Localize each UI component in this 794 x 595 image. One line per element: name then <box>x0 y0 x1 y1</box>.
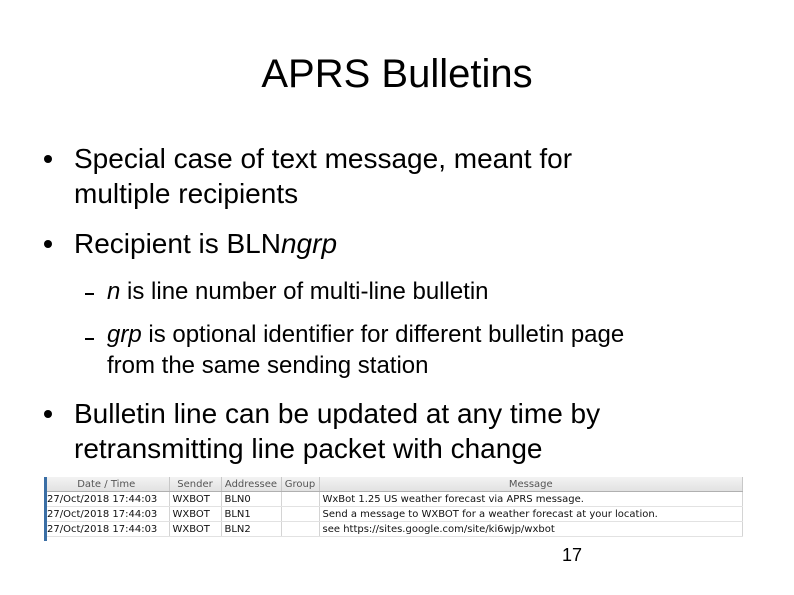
page-number: 17 <box>562 545 583 565</box>
cell-date-time: 27/Oct/2018 17:44:03 <box>44 507 169 522</box>
cell-date-time: 27/Oct/2018 17:44:03 <box>44 522 169 537</box>
cell-group <box>281 492 319 507</box>
bullet-1-line-1: Special case of text message, meant for <box>74 143 573 174</box>
cell-sender: WXBOT <box>169 492 221 507</box>
cell-message: WxBot 1.25 US weather forecast via APRS message. <box>319 492 743 507</box>
bullet-2-text: Recipient is BLN <box>74 228 281 259</box>
sub-bullet-1-text: is line number of multi-line bulletin <box>120 278 489 305</box>
bullet-dot <box>44 410 52 418</box>
sub-bullet-2-text: is optional identifier for different bulletin page <box>141 321 625 348</box>
cell-date-time: 27/Oct/2018 17:44:03 <box>44 492 169 507</box>
slide-title: APRS Bulletins <box>261 52 533 96</box>
bullet-3-line-2: retransmitting line packet with change <box>74 433 543 464</box>
sub-bullet-1-italic: n <box>107 278 121 305</box>
table-row[interactable] <box>44 507 743 522</box>
cell-sender: WXBOT <box>169 522 221 537</box>
column-header-sender[interactable]: Sender <box>169 477 221 492</box>
column-header-date-time[interactable]: Date / Time <box>44 477 169 492</box>
table-header-row <box>44 477 743 492</box>
sub-bullet-dash <box>85 293 94 295</box>
bullet-3-line-1: Bulletin line can be updated at any time by <box>74 398 601 429</box>
cell-addressee: BLN0 <box>221 492 281 507</box>
bulletin-table <box>44 477 743 537</box>
sub-bullet-1 <box>107 278 489 306</box>
sub-bullet-2-italic: grp <box>107 321 142 348</box>
sub-bullet-dash <box>85 338 94 340</box>
table-row[interactable] <box>44 522 743 537</box>
cell-message: Send a message to WXBOT for a weather forecast at your location. <box>319 507 743 522</box>
bullet-2-italic: ngrp <box>280 228 338 259</box>
sub-bullet-2-line-2: from the same sending station <box>107 352 429 379</box>
column-header-addressee[interactable]: Addressee <box>221 477 281 492</box>
bullet-dot <box>44 240 52 248</box>
cell-addressee: BLN1 <box>221 507 281 522</box>
cell-group <box>281 507 319 522</box>
table-left-edge <box>44 477 47 541</box>
bullet-1-line-2: multiple recipients <box>74 178 299 209</box>
cell-group <box>281 522 319 537</box>
sub-bullet-2 <box>107 321 624 349</box>
bullet-dot <box>44 155 52 163</box>
column-header-group[interactable]: Group <box>281 477 319 492</box>
cell-addressee: BLN2 <box>221 522 281 537</box>
bulletin-table-screenshot <box>44 477 743 541</box>
column-header-message[interactable]: Message <box>319 477 743 492</box>
cell-message: see https://sites.google.com/site/ki6wjp/wxbot <box>319 522 743 537</box>
table-row[interactable] <box>44 492 743 507</box>
bullet-2-line <box>74 228 337 260</box>
cell-sender: WXBOT <box>169 507 221 522</box>
